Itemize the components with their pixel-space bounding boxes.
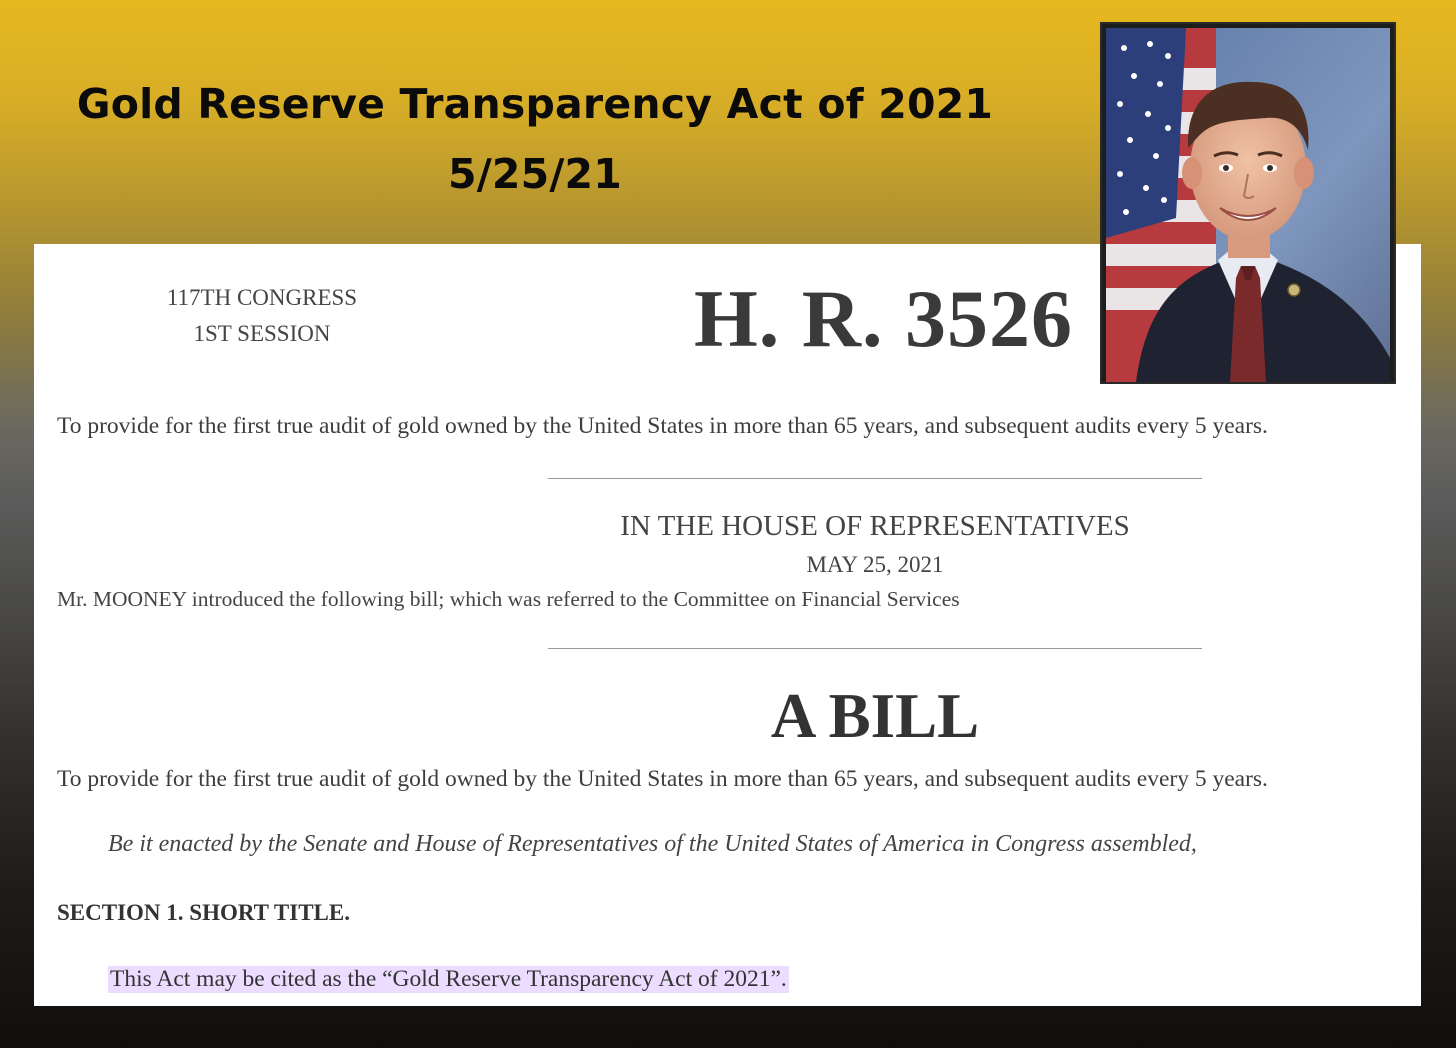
divider-bottom (548, 648, 1202, 649)
headline-title: Gold Reserve Transparency Act of 2021 (76, 80, 994, 128)
session-label: 1ST SESSION (193, 321, 331, 346)
bill-number: H. R. 3526 (694, 273, 1073, 364)
introduction-statement: Mr. MOONEY introduced the following bill; which was referred to the Committee on Financial Services (57, 587, 960, 611)
divider-top (548, 478, 1202, 479)
bill-heading: A BILL (770, 681, 980, 751)
bill-purpose: To provide for the first true audit of gold owned by the United States in more than 65 years, and subsequent audits every 5 years. (57, 413, 1268, 439)
section-heading: SECTION 1. SHORT TITLE. (57, 900, 350, 925)
chamber-heading: IN THE HOUSE OF REPRESENTATIVES (620, 510, 1130, 542)
chamber-date: MAY 25, 2021 (806, 552, 944, 577)
enacting-clause: Be it enacted by the Senate and House of Representatives of the United States of America in Congress assembled, (108, 831, 1197, 857)
headline-date: 5/25/21 (448, 150, 622, 198)
portrait-image (1106, 28, 1390, 382)
bill-purpose-repeat: To provide for the first true audit of gold owned by the United States in more than 65 years, and subsequent audits every 5 years. (57, 766, 1268, 792)
congress-session-block (130, 280, 394, 352)
congress-label: 117TH CONGRESS (166, 285, 358, 310)
short-title-text: This Act may be cited as the “Gold Reserve Transparency Act of 2021”. (110, 966, 787, 992)
portrait-photo (1100, 22, 1396, 384)
